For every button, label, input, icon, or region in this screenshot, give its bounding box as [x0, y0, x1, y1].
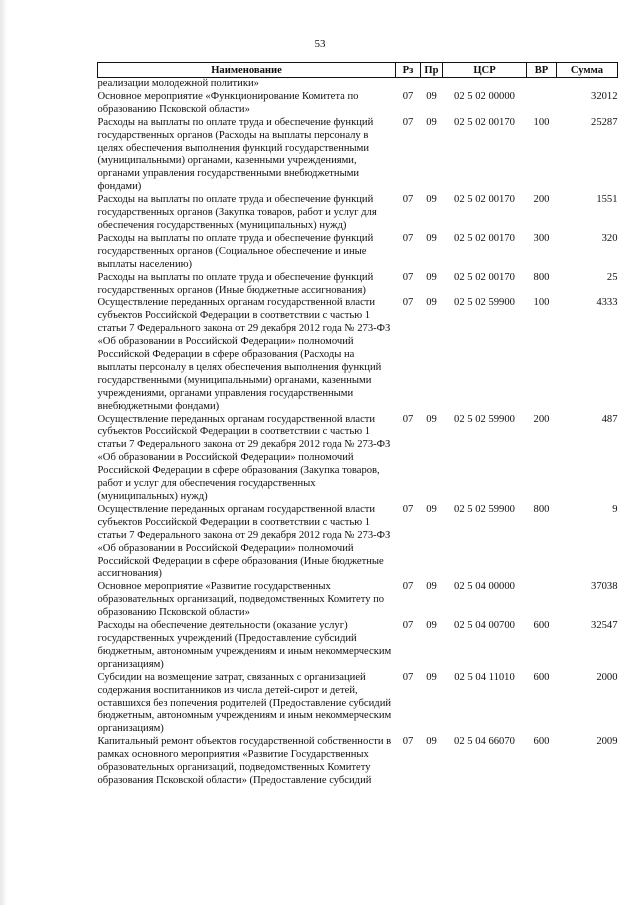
cell-name: Осуществление переданных органам государственной власти субъектов Российской Федерации в соответствии с частью 1 статьи 7 Федерального закона от 29 декабря 2012 года № 273-ФЗ «Об образовании в Российской Федерации» полномочий Российской Федерации в сфере образования (Закупка товаров, работ и услуг для обеспечения государственных (муниципальных) нужд): [97, 413, 391, 502]
cell-name: реализации молодежной политики»: [97, 78, 259, 89]
cell-vr: 200: [533, 194, 550, 206]
page-number: 53: [314, 38, 326, 50]
header-name: Наименование: [98, 63, 396, 78]
cell-pr: 09: [426, 413, 437, 425]
cell-sum: 25: [606, 271, 618, 283]
cell-csr: 02 5 02 00170: [454, 232, 515, 244]
cell-csr: 02 5 04 11010: [454, 671, 515, 683]
cell-pr: [421, 78, 443, 91]
cell-csr: 02 5 02 00170: [454, 194, 515, 206]
cell-name: Капитальный ремонт объектов государственной собственности в рамках основного мероприятия «Развитие Государственных образовательных организаций, подведомственных Комитету образования Псковской области» (Предоставление субсидий: [97, 736, 392, 786]
cell-sum: 487: [601, 413, 618, 425]
cell-rz: [396, 78, 421, 91]
cell-vr: [527, 91, 557, 117]
cell-pr: 09: [426, 297, 437, 309]
table-row: [98, 504, 618, 581]
cell-csr: 02 5 02 59900: [454, 503, 515, 515]
cell-pr: 09: [426, 116, 437, 128]
cell-csr: 02 5 02 00170: [454, 271, 515, 283]
table-row: [98, 117, 618, 194]
cell-name: Основное мероприятие «Функционирование Комитета по образованию Псковской области»: [97, 90, 359, 115]
cell-sum: 2000: [596, 671, 618, 683]
cell-vr: 300: [533, 232, 550, 244]
cell-name: Расходы на обеспечение деятельности (оказание услуг) государственных учреждений (Предоставление субсидий бюджетным, автономным учреждениям и иным некоммерческим организациям): [97, 620, 392, 670]
cell-pr: 09: [426, 271, 437, 283]
cell-rz: 07: [402, 413, 414, 425]
cell-vr: 200: [533, 413, 550, 425]
cell-rz: 07: [402, 116, 414, 128]
cell-vr: 600: [533, 671, 550, 683]
budget-table: [97, 62, 618, 788]
cell-vr: [527, 78, 557, 91]
cell-sum: 2009: [596, 736, 618, 748]
cell-name: Субсидии на возмещение затрат, связанных с организацией содержания воспитанников из числа детей-сирот и детей, оставшихся без попечения родителей (Предоставление субсидий бюджетным, автономным учреждениям и иным некоммерческим организациям): [97, 671, 392, 735]
header-sum: Сумма: [557, 63, 618, 78]
cell-rz: 07: [402, 297, 414, 309]
cell-name: Расходы на выплаты по оплате труда и обеспечение функций государственных органов (Закупка товаров, работ и услуг для обеспечения государственных (муниципальных) нужд): [97, 194, 377, 231]
cell-vr: 600: [533, 620, 550, 632]
cell-pr: 09: [426, 671, 437, 683]
cell-name: Расходы на выплаты по оплате труда и обеспечение функций государственных органов (Социальное обеспечение и иные выплаты населению): [97, 232, 374, 270]
cell-rz: 07: [402, 232, 414, 244]
cell-pr: 09: [426, 194, 437, 206]
cell-name: Расходы на выплаты по оплате труда и обеспечение функций государственных органов (Расходы на выплаты персоналу в целях обеспечения выполнения функций государственными (муниципальными) органами, казенными учреждениями, органами управления государственными внебюджетными фондами): [97, 116, 374, 193]
scan-edge-shadow: [0, 0, 7, 905]
cell-csr: 02 5 04 00000: [454, 581, 515, 593]
table-row: [98, 414, 618, 504]
header-csr: ЦСР: [443, 63, 527, 78]
cell-csr: 02 5 02 59900: [454, 297, 515, 309]
table-row: [98, 736, 618, 788]
cell-name: Основное мероприятие «Развитие государственных образовательных организаций, подведомственных Комитету по образованию Псковской области»: [97, 581, 385, 619]
cell-csr: 02 5 04 00700: [454, 620, 515, 632]
cell-name: Осуществление переданных органам государственной власти субъектов Российской Федерации в соответствии с частью 1 статьи 7 Федерального закона от 29 декабря 2012 года № 273-ФЗ «Об образовании в Российской Федерации» полномочий Российской Федерации в сфере образования (Иные бюджетные ассигнования): [97, 503, 391, 580]
cell-vr: 100: [533, 116, 550, 128]
header-pr: Пр: [421, 63, 443, 78]
cell-sum: [557, 78, 618, 91]
cell-rz: 07: [402, 736, 414, 748]
cell-csr: 02 5 02 00000: [454, 90, 515, 102]
cell-sum: 1551: [596, 194, 618, 206]
cell-sum: 32012: [591, 90, 618, 102]
cell-rz: 07: [402, 194, 414, 206]
cell-name: Расходы на выплаты по оплате труда и обеспечение функций государственных органов (Иные бюджетные ассигнования): [97, 271, 374, 296]
cell-sum: 320: [601, 232, 618, 244]
cell-csr: 02 5 02 59900: [454, 413, 515, 425]
cell-rz: 07: [402, 503, 414, 515]
table-header-row: [98, 63, 618, 78]
cell-sum: 37038: [591, 581, 618, 593]
cell-vr: [527, 581, 557, 620]
cell-rz: 07: [402, 671, 414, 683]
cell-name: Осуществление переданных органам государственной власти субъектов Российской Федерации в соответствии с частью 1 статьи 7 Федерального закона от 29 декабря 2012 года № 273-ФЗ «Об образовании в Российской Федерации» полномочий Российской Федерации в сфере образования (Расходы на выплаты персоналу в целях обеспечения выполнения функций государственными (муниципальными) органами, казенными учреждениями, органами управления государственными внебюджетными фондами): [97, 297, 391, 412]
table-row: [98, 581, 618, 620]
cell-pr: 09: [426, 581, 437, 593]
cell-rz: 07: [402, 581, 414, 593]
cell-rz: 07: [402, 620, 414, 632]
cell-vr: 100: [533, 297, 550, 309]
cell-csr: 02 5 02 00170: [454, 116, 515, 128]
header-vr: ВР: [527, 63, 557, 78]
table-row: [98, 272, 618, 298]
cell-sum: 32547: [591, 620, 618, 632]
cell-pr: 09: [426, 503, 437, 515]
cell-sum: 4333: [596, 297, 618, 309]
cell-sum: 25287: [591, 116, 618, 128]
table-row: [98, 91, 618, 117]
cell-csr: 02 5 04 66070: [454, 736, 515, 748]
table-row: [98, 297, 618, 413]
cell-rz: 07: [402, 90, 414, 102]
cell-csr: [443, 78, 527, 91]
cell-pr: 09: [426, 232, 437, 244]
table-row: [98, 194, 618, 233]
table-row: [98, 672, 618, 737]
cell-sum: 9: [612, 503, 618, 515]
table-row: [98, 78, 618, 91]
cell-pr: 09: [426, 620, 437, 632]
cell-vr: 800: [533, 271, 550, 283]
table-row: [98, 620, 618, 672]
cell-rz: 07: [402, 271, 414, 283]
cell-vr: 800: [533, 503, 550, 515]
cell-vr: 600: [533, 736, 550, 748]
table-row: [98, 233, 618, 272]
cell-pr: 09: [426, 736, 437, 748]
cell-pr: 09: [426, 90, 437, 102]
header-rz: Рз: [396, 63, 421, 78]
